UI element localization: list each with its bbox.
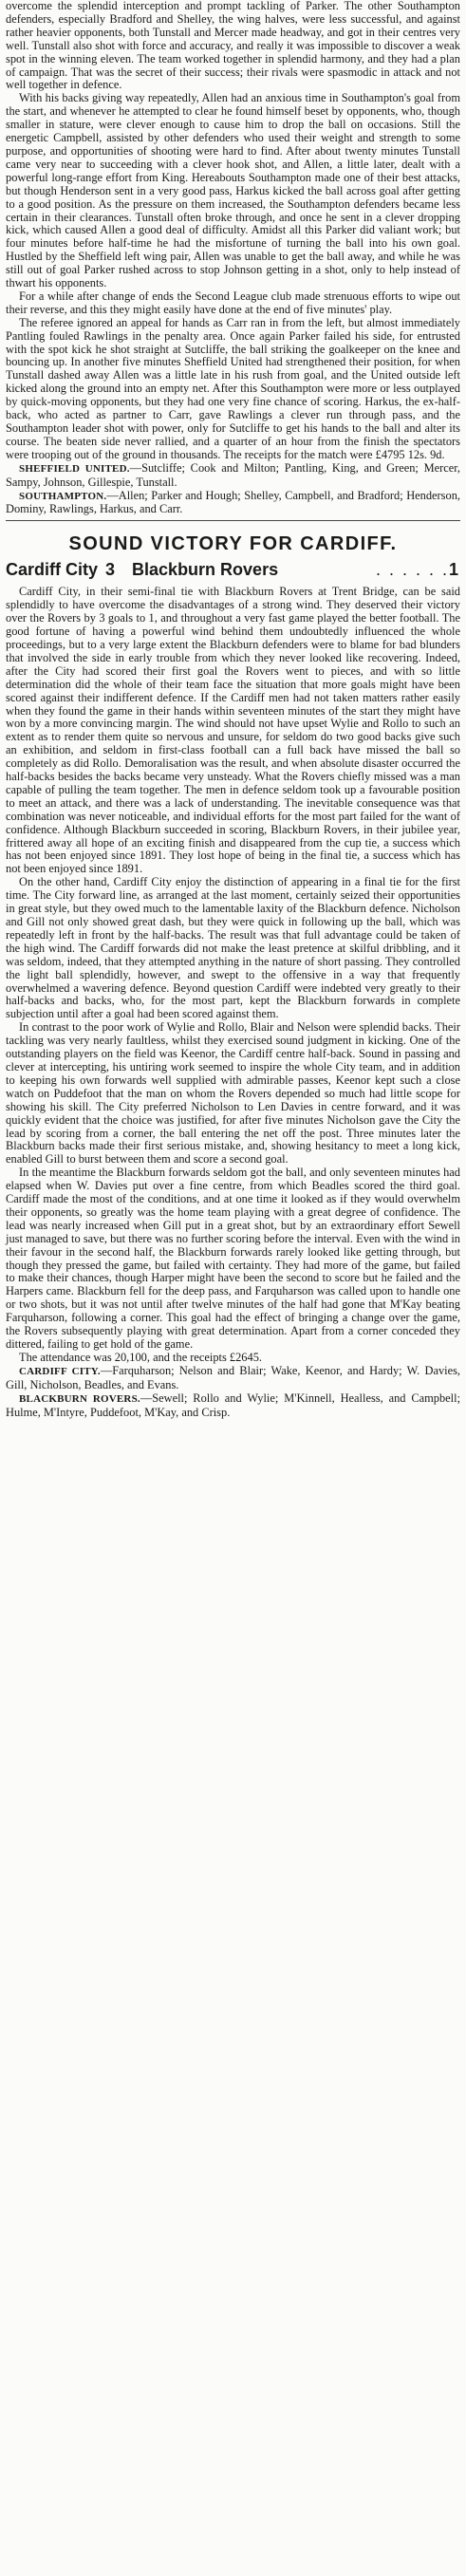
paragraph: The referee ignored an appeal for hands as Carr ran in from the left, but almost immediately Pantling fouled Rawlings in the penalty area. Once again Parker failed his side, for entrusted with the spot kick he shot straight at Sutcliffe, the ball striking the goalkeeper on the knee and bouncing up. In another five minutes Sheffield United had strengthened their position, for when Tunstall dashed away Allen was a little late in his rush from goal, and the United outside left kicked along the ground into an empty net. After this Southampton were more or less outplayed by quick-moving opponents, but they had one very fine chance of scoring. Harkus, the ex-half-back, who acted as partner to Carr, gave Rawlings a clever run through pass, and the Southampton leader shot with power, only for Sutcliffe to get his hands to the ball and alter its course. The beaten side never rallied, and a quarter of an hour from the finish the spectators were trooping out of the ground in thousands. The receipts for the match were £4795 12s. 9d. xyxy=(6,315,460,461)
score-team-a: Cardiff City xyxy=(6,560,99,580)
paragraph: On the other hand, Cardiff City enjoy the distinction of appearing in a final tie for the first time. The City forward line, as arranged at the last moment, certainly seized their opportunities in great style, but they owed much to the lamentable laxity of the Blackburn defence. Nicholson and Gill not only showed great dash, but they were quick in following up the ball, which was repeatedly left in front by the half-backs. The result was that full advantage could be taken of the high wind. The Cardiff forwards did not make the least pretence at skilful dribbling, and it was seldom, indeed, that they attempted anything in the nature of short passing. They controlled the light ball splendidly, however, and swept to the offensive in a way that frequently overwhelmed a wavering defence. Beyond question Cardiff were indebted very greatly to their half-backs and backs, who, for the most part, kept the Blackburn forwards in complete subjection until after a goal had been scored against them. xyxy=(6,875,460,1021)
report-cardiff-blackburn xyxy=(6,532,460,1419)
team-label: SOUTHAMPTON. xyxy=(19,490,107,502)
score-goals-b: 1 xyxy=(448,560,458,580)
team-line-blackburn: BLACKBURN ROVERS.—Sewell; Rollo and Wylie; M'Kinnell, Healless, and Campbell; Hulme, M'Intyre, Puddefoot, M'Kay, and Crisp. xyxy=(6,1391,461,1419)
team-label: BLACKBURN ROVERS. xyxy=(19,1392,140,1405)
team-players: Allen; Parker and Hough; Shelley, Campbell, and Bradford; Henderson, Dominy, Rawlings, Harkus, and Carr. xyxy=(6,488,460,516)
team-players: Sewell; Rollo and Wylie; M'Kinnell, Healless, and Campbell; Hulme, M'Intyre, Puddefoot, M'Kay, and Crisp. xyxy=(6,1391,461,1419)
team-line-southampton: SOUTHAMPTON.—Allen; Parker and Hough; Shelley, Campbell, and Bradford; Henderson, Dominy, Rawlings, Harkus, and Carr. xyxy=(6,488,460,516)
report-sheffield-southampton xyxy=(6,0,460,516)
article-column xyxy=(6,0,460,1419)
team-players: Sutcliffe; Cook and Milton; Pantling, King, and Green; Mercer, Sampy, Johnson, Gillespie, Tunstall. xyxy=(6,460,460,489)
team-label: SHEFFIELD UNITED. xyxy=(19,462,130,475)
team-label: CARDIFF CITY. xyxy=(19,1365,101,1377)
paragraph-attendance: The attendance was 20,100, and the receipts £2645. xyxy=(19,1350,262,1364)
team-line-cardiff: CARDIFF CITY.—Farquharson; Nelson and Blair; Wake, Keenor, and Hardy; W. Davies, Gill, Nicholson, Beadles, and Evans. xyxy=(6,1363,460,1391)
paragraph: In the meantime the Blackburn forwards seldom got the ball, and only seventeen minutes had elapsed when W. Davies put over a fine centre, from which Beadles scored the third goal. Cardiff made the most of the conditions, and at one time it looked as if they would overwhelm their opponents, so greatly was the home team playing with a great degree of confidence. The lead was nearly increased when Gill put in a great shot, but by an extraordinary effort Sewell just managed to save, but there was no further scoring before the interval. Even with the wind in their favour in the second half, the Blackburn forwards rarely looked like getting through, but though they pressed the game, but failed with certainty. They had more of the game, but failed to make their chances, though Harper might have been the second to score but he failed and the Harpers came. Blackburn fell for the deep pass, and Farquharson was called upon to handle one or two shots, but it was not until after twelve minutes of the half had gone that M'Kay beating Farquharson, following a corner. This goal had the effect of bringing a change over the game, the Rovers subsequently playing with great determination. Apart from a corner conceded they dittered, failing to get hold of the game. xyxy=(6,1166,460,1351)
score-goals-a: 3 xyxy=(105,560,116,580)
team-players: Farquharson; Nelson and Blair; Wake, Keenor, and Hardy; W. Davies, Gill, Nicholson, Beadles, and Evans. xyxy=(6,1363,460,1391)
score-line xyxy=(6,559,460,580)
divider xyxy=(6,520,460,521)
paragraph: overcome the splendid interception and prompt tackling of Parker. The other Southampton defenders, especially Bradford and Shelley, the wing halves, were less successful, and against rather heavier opponents, both Tunstall and Mercer made headway, and got in their centres very well. Tunstall also shot with force and accuracy, and really it was impossible to discover a weak spot in the winning eleven. The team worked together in splendid harmony, and they had a plan of campaign. That was the secret of their success; their rivals were spasmodic in attack and not well together in defence. xyxy=(6,0,460,92)
headline: SOUND VICTORY FOR CARDIFF. xyxy=(68,533,398,555)
score-leader: . . . . . . xyxy=(375,560,449,580)
paragraph: In contrast to the poor work of Wylie and Rollo, Blair and Nelson were splendid backs. Their tackling was very nearly faultless, whilst they exercised sound judgment in kicking. One of the outstanding players on the field was Keenor, the Cardiff centre half-back. Sound in passing and clever at intercepting, his untiring work seemed to inspire the whole City team, and in addition to keeping his own forwards well supplied with admirable passes, Keenor kept such a close watch on Puddefoot that the man on whom the Rovers depended so much had little scope for showing his skill. The City preferred Nicholson to Len Davies in centre forward, and it was quickly evident that the choice was justified, for after five minutes Nicholson gave the City the lead by scoring from a corner, the ball entering the net off the post. Three minutes later the Blackburn backs made their first serious mistake, and, showing hesitancy to meet a long kick, enabled Gill to burst between them and score a second goal. xyxy=(6,1020,460,1167)
paragraph: Cardiff City, in their semi-final tie with Blackburn Rovers at Trent Bridge, can be said splendidly to have overcome the disadvantages of a strong wind. They deserved their victory over the Rovers by 3 goals to 1, and throughout a very fast game played the better football. The good fortune of having a powerful wind behind them undoubtedly influenced the whole proceedings, but to a very large extent the Blackburn defenders were to blame for bad blunders that involved the side in early trouble from which they never looked like recovering. Indeed, after the City had scored their first goal the Rovers went to pieces, and with so little determination did the whole of their team face the situation that more goals might have been scored against their indifferent defence. If the Cardiff men had not taken matters rather easily when they found the game in their hands within seventeen minutes of the start they might have won by a more convincing margin. The wind should not have upset Wylie and Rollo to such an extent as to render them quite so nervous and unsure, for seldom do two good backs give such an exhibition, and seldom in first-class football can a full back have missed the ball so completely as did Rollo. Demoralisation was the result, and when absolute disaster occurred the half-backs besides the backs became very unsteady. What the Rovers chiefly missed was a man capable of pulling the team together. The men in defence seldom took up a favourable position to meet an attack, and there was a lack of understanding. The inevitable consequence was that combination was never noticeable, and individual efforts for the most part failed for the want of confidence. Although Blackburn succeeded in scoring, Blackburn Rovers, in their jubilee year, frittered away all hope of an exciting finish and disappeared from the cup tie, a success which has not been enjoyed since 1891. They lost hope of being in the final tie, a success which has not been enjoyed since 1891. xyxy=(6,585,460,876)
paragraph: For a while after change of ends the Second League club made strenuous efforts to wipe out their reverse, and this they might easily have done at the end of five minutes' play. xyxy=(6,289,460,316)
score-team-b: Blackburn Rovers xyxy=(132,560,279,580)
team-line-sheffield: SHEFFIELD UNITED.—Sutcliffe; Cook and Milton; Pantling, King, and Green; Mercer, Sampy, Johnson, Gillespie, Tunstall. xyxy=(6,460,460,489)
paragraph: With his backs giving way repeatedly, Allen had an anxious time in Southampton's goal from the start, and whenever he attempted to clear he found himself beset by opponents, who, though smaller in stature, were clever enough to cause him to drop the ball on occasions. Still the energetic Campbell, assisted by other defenders who used their weight and strength to some purpose, and opportunities of shooting were hard to find. After about twenty minutes Tunstall came very near to succeeding with a clever hook shot, and Allen, a little later, dealt with a powerful long-range effort from King. Hereabouts Southampton made one of their best attacks, but though Henderson sent in a very good pass, Harkus kicked the ball across goal after getting to a good position. As the pressure on them increased, the Southampton defenders became less certain in their clearances. Tunstall often broke through, and once he sent in a clever dropping kick, which caused Allen a good deal of difficulty. Amidst all this Parker did valiant work; but four minutes before half-time he had the misfortune of turning the ball into his own goal. Hustled by the Sheffield left wing pair, Allen was unable to get the ball away, and while he was still out of goal Parker rushed across to stop Johnson getting in a shot, only to help instead of thwart his opponents. xyxy=(6,91,460,290)
